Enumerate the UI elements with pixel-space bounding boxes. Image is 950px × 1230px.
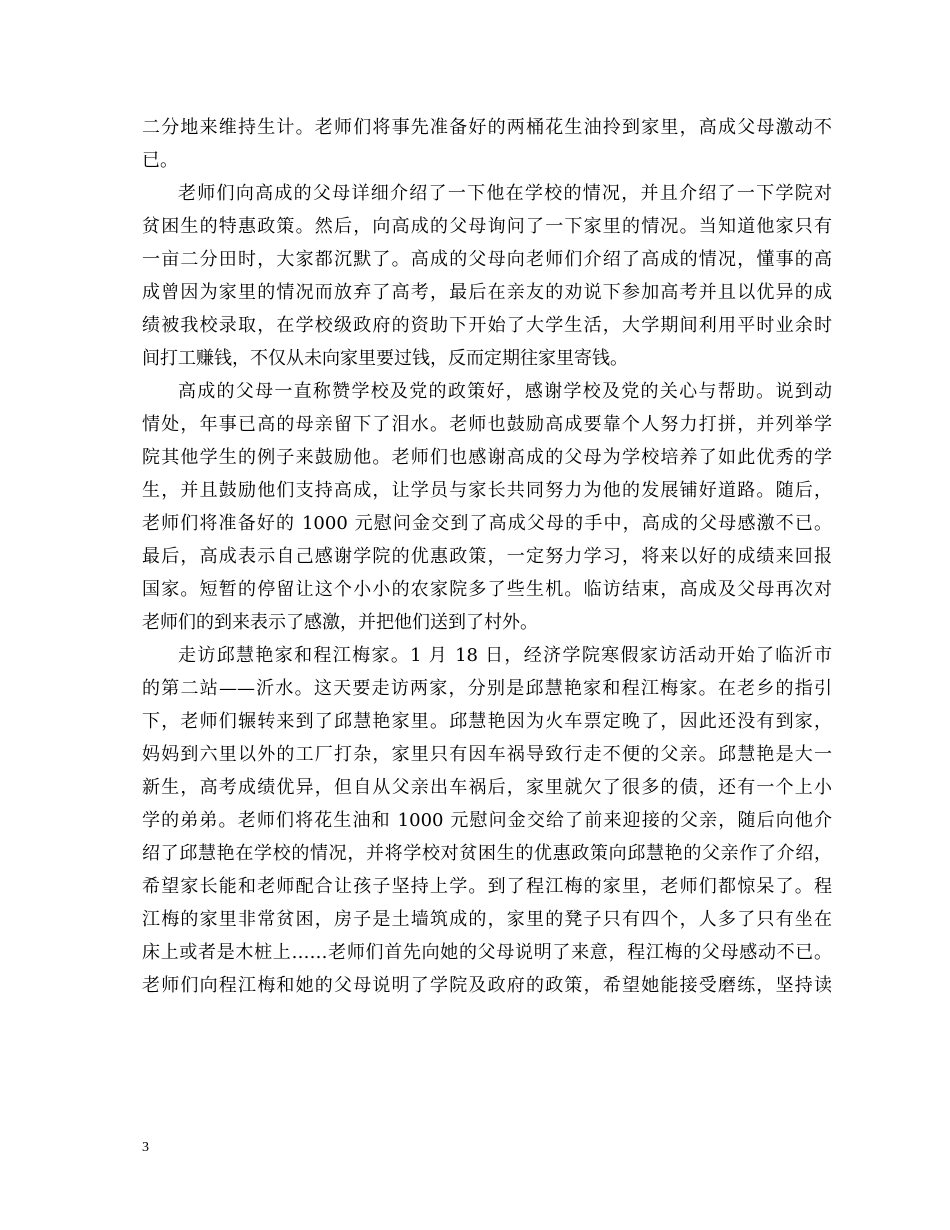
text-line: 生，并且鼓励他们支持高成，让学员与家长共同努力为他的发展铺好道路。随后， — [142, 480, 832, 501]
text-line: 老师们向程江梅和她的父母说明了学院及政府的政策，希望她能接受磨练，坚持读 — [142, 975, 832, 996]
text-line: 江梅的家里非常贫困，房子是土墙筑成的，家里的凳子只有四个，人多了只有坐在 — [142, 909, 832, 930]
paragraph — [142, 639, 832, 1002]
text-line: 最后，高成表示自己感谢学院的优惠政策，一定努力学习，将来以好的成绩来回报 — [142, 546, 832, 567]
text-line: 情处，年事已高的母亲留下了泪水。老师也鼓励高成要靠个人努力打拼，并列举学 — [142, 414, 832, 435]
text-line: 老师们将准备好的 1000 元慰问金交到了高成父母的手中，高成的父母感激不已。 — [142, 513, 832, 534]
text-line: 的第二站——沂水。这天要走访两家，分别是邱慧艳家和程江梅家。在老乡的指引 — [142, 678, 832, 699]
text-line: 老师们的到来表示了感激，并把他们送到了村外。 — [142, 612, 538, 633]
text-line: 院其他学生的例子来鼓励他。老师们也感谢高成的父母为学校培养了如此优秀的学 — [142, 447, 832, 468]
text-line: 国家。短暂的停留让这个小小的农家院多了些生机。临访结束，高成及父母再次对 — [142, 579, 832, 600]
text-line: 新生，高考成绩优异，但自从父亲出车祸后，家里就欠了很多的债，还有一个上小 — [142, 777, 832, 798]
text-line: 成曾因为家里的情况而放弃了高考，最后在亲友的劝说下参加高考并且以优异的成 — [142, 282, 832, 303]
text-line: 床上或者是木桩上……老师们首先向她的父母说明了来意，程江梅的父母感动不已。 — [142, 942, 832, 963]
text-line: 二分地来维持生计。老师们将事先准备好的两桶花生油拎到家里，高成父母激动不 — [142, 117, 832, 138]
text-line: 老师们向高成的父母详细介绍了一下他在学校的情况，并且介绍了一下学院对 — [178, 183, 832, 204]
paragraph — [142, 111, 832, 177]
text-line: 走访邱慧艳家和程江梅家。1 月 18 日，经济学院寒假家访活动开始了临沂市 — [178, 645, 832, 666]
document-body — [142, 111, 832, 1002]
text-line: 已。 — [142, 150, 178, 171]
text-line: 一亩二分田时，大家都沉默了。高成的父母向老师们介绍了高成的情况，懂事的高 — [142, 249, 832, 270]
page-number: 3 — [142, 1140, 149, 1155]
text-line: 高成的父母一直称赞学校及党的政策好，感谢学校及党的关心与帮助。说到动 — [178, 381, 832, 402]
text-line: 学的弟弟。老师们将花生油和 1000 元慰问金交给了前来迎接的父亲，随后向他介 — [142, 810, 832, 831]
text-line: 绩被我校录取，在学校级政府的资助下开始了大学生活，大学期间利用平时业余时 — [142, 315, 832, 336]
paragraph — [142, 375, 832, 639]
text-line: 妈妈到六里以外的工厂打杂，家里只有因车祸导致行走不便的父亲。邱慧艳是大一 — [142, 744, 832, 765]
text-line: 间打工赚钱，不仅从未向家里要过钱，反而定期往家里寄钱。 — [142, 348, 628, 369]
text-line: 下，老师们辗转来到了邱慧艳家里。邱慧艳因为火车票定晚了，因此还没有到家， — [142, 711, 832, 732]
paragraph — [142, 177, 832, 375]
text-line: 希望家长能和老师配合让孩子坚持上学。到了程江梅的家里，老师们都惊呆了。程 — [142, 876, 832, 897]
text-line: 贫困生的特惠政策。然后，向高成的父母询问了一下家里的情况。当知道他家只有 — [142, 216, 832, 237]
text-line: 绍了邱慧艳在学校的情况，并将学校对贫困生的优惠政策向邱慧艳的父亲作了介绍， — [142, 843, 832, 864]
